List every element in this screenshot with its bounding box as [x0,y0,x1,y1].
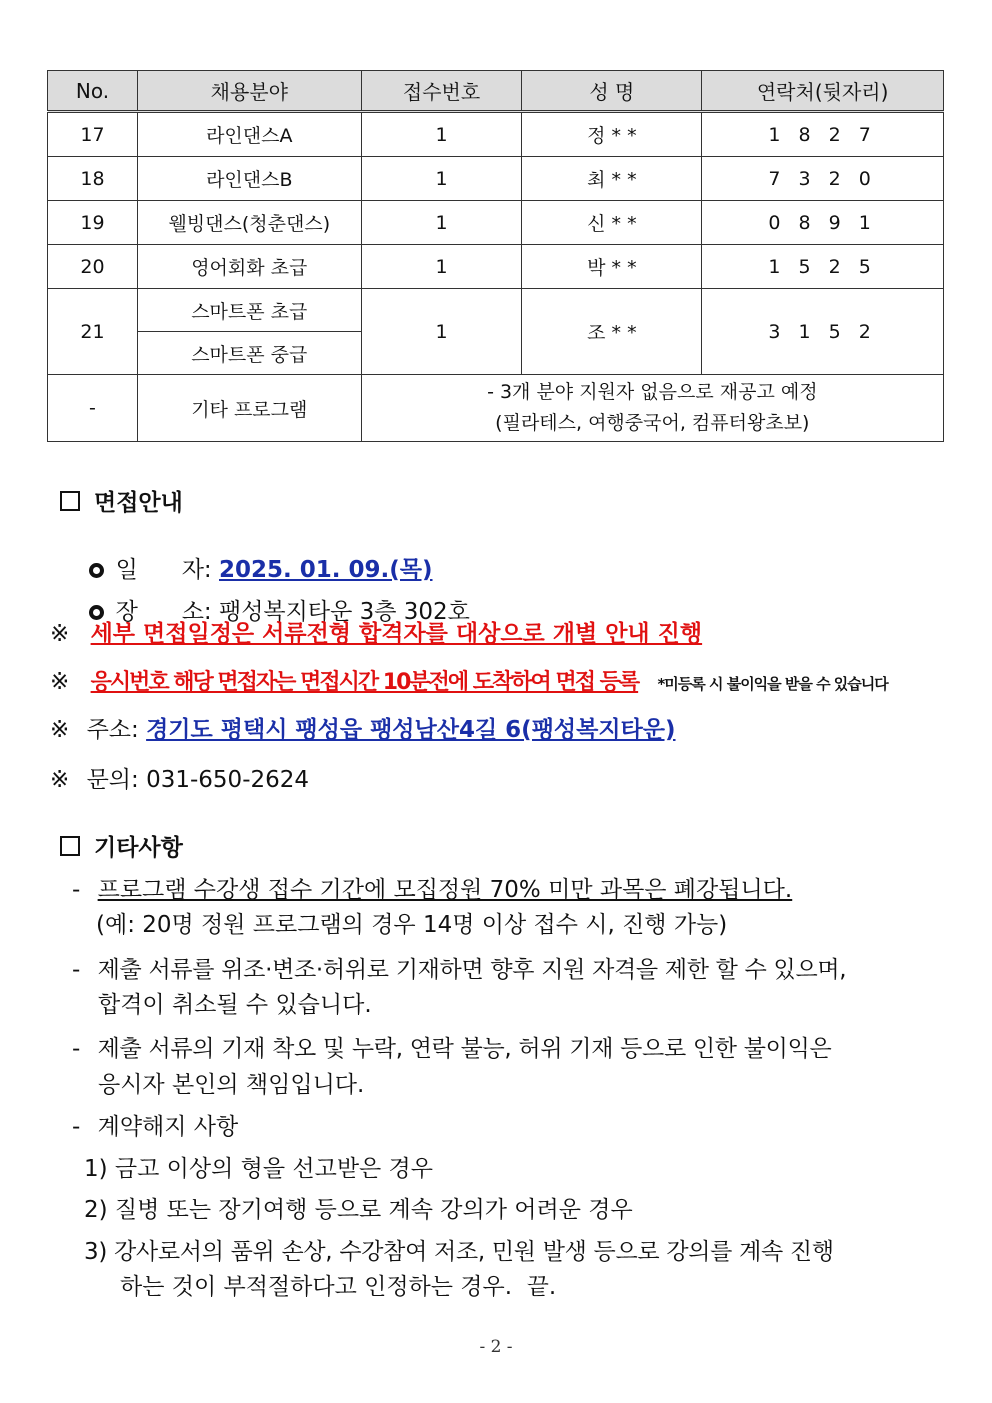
cell-field: 스마트폰 초급 [137,289,361,332]
contact-line [50,761,309,794]
address-label: 주소: [86,717,147,743]
termination-item-1: 1) 금고 이상의 형을 선고받은 경우 [84,1156,433,1182]
cell-receipt: 1 [361,245,522,289]
cell-field: 스마트폰 중급 [137,332,361,375]
cell-no: 21 [48,289,138,375]
cell-field: 웰빙댄스(청춘댄스) [137,201,361,245]
col-header-field: 채용분야 [137,71,361,112]
col-header-name: 성 명 [522,71,702,112]
cell-no: 17 [48,112,138,157]
note-line: (필라테스, 여행중국어, 컴퓨터왕초보) [495,412,810,434]
cell-receipt: 1 [361,201,522,245]
cell-name: 신 * * [522,201,702,245]
etc-item-2-cont: 합격이 취소될 수 있습니다. [98,992,372,1018]
etc-item-2 [72,951,846,984]
page-number: - 2 - [479,1337,513,1357]
cell-field: 라인댄스B [137,157,361,201]
reference-mark: ※ [50,669,70,695]
applicant-table [47,70,944,442]
table-row [48,157,944,201]
cell-no: - [48,375,138,442]
etc-item-1-sub: (예: 20명 정원 프로그램의 경우 14명 이상 접수 시, 진행 가능) [96,912,728,938]
reference-mark: ※ [50,621,70,647]
cell-no: 20 [48,245,138,289]
cell-phone: 3 1 5 2 [702,289,944,375]
col-header-no: No. [48,71,138,112]
reference-mark: ※ [50,767,70,793]
notice-schedule-text: 세부 면접일정은 서류전형 합격자를 대상으로 개별 안내 진행 [90,621,703,647]
reference-mark: ※ [50,717,70,743]
cell-name: 박 * * [522,245,702,289]
cell-receipt: 1 [361,157,522,201]
etc-section-title [60,829,183,862]
cell-receipt: 1 [361,289,522,375]
dash-mark: - [72,1114,81,1140]
cell-phone: 1 8 2 7 [702,112,944,157]
cell-name: 최 * * [522,157,702,201]
col-header-phone: 연락처(뒷자리) [702,71,944,112]
cell-note [361,375,943,442]
note-line: - 3개 분야 지원자 없음으로 재공고 예정 [487,381,818,403]
table-row [48,245,944,289]
etc-item-3-cont: 응시자 본인의 책임입니다. [98,1072,365,1098]
section-title-text: 면접안내 [94,490,183,516]
etc-item-4 [72,1108,238,1141]
section-title-text: 기타사항 [94,835,183,861]
table-row [48,201,944,245]
cell-field: 기타 프로그램 [137,375,361,442]
dash-mark: - [72,1036,81,1062]
cell-field: 라인댄스A [137,112,361,157]
etc-item-2-text: 제출 서류를 위조·변조·허위로 기재하면 향후 지원 자격을 제한 할 수 있으며, [97,957,847,983]
termination-item-2: 2) 질병 또는 장기여행 등으로 계속 강의가 어려운 경우 [84,1197,633,1223]
date-label: 일 자: [115,557,219,583]
checkbox-square-icon [60,836,80,856]
notice-arrival [50,665,888,696]
etc-item-4-text: 계약해지 사항 [97,1114,239,1140]
etc-item-3-text: 제출 서류의 기재 착오 및 누락, 연락 불능, 허위 기재 등으로 인한 불이익은 [97,1036,832,1062]
cell-name: 정 * * [522,112,702,157]
col-header-receipt: 접수번호 [361,71,522,112]
date-value: 2025. 01. 09.(목) [219,557,433,583]
etc-item-1-text: 프로그램 수강생 접수 기간에 모집정원 70% 미만 과목은 폐강됩니다. [97,877,793,903]
address-line [50,711,676,744]
notice-arrival-text: 응시번호 해당 면접자는 면접시간 10분전에 도착하여 면접 등록 [90,670,639,695]
cell-no: 18 [48,157,138,201]
dash-mark: - [72,957,81,983]
etc-item-1 [72,871,792,904]
address-value: 경기도 평택시 팽성읍 팽성남산4길 6(팽성복지타운) [146,717,676,743]
cell-receipt: 1 [361,112,522,157]
cell-no: 19 [48,201,138,245]
table-row [48,112,944,157]
table-row [48,375,944,442]
contact-text: 문의: 031-650-2624 [86,767,310,793]
notice-arrival-small: *미등록 시 불이익을 받을 수 있습니다 [657,675,888,693]
table-header-row [48,71,944,112]
place-value: 팽성복지타운 3층 302호 [219,599,470,625]
cell-phone: 0 8 9 1 [702,201,944,245]
cell-phone: 1 5 2 5 [702,245,944,289]
cell-name: 조 * * [522,289,702,375]
dash-mark: - [72,877,81,903]
checkbox-square-icon [60,491,80,511]
interview-section-title [60,484,183,517]
termination-item-3-cont: 하는 것이 부적절하다고 인정하는 경우. 끝. [120,1274,557,1300]
cell-phone: 7 3 2 0 [702,157,944,201]
place-label: 장 소: [115,599,219,625]
etc-item-3 [72,1030,831,1063]
cell-field: 영어회화 초급 [137,245,361,289]
notice-schedule [50,615,702,648]
termination-item-3: 3) 강사로서의 품위 손상, 수강참여 저조, 민원 발생 등으로 강의를 계속 진행 [84,1239,834,1265]
table-row [48,289,944,332]
